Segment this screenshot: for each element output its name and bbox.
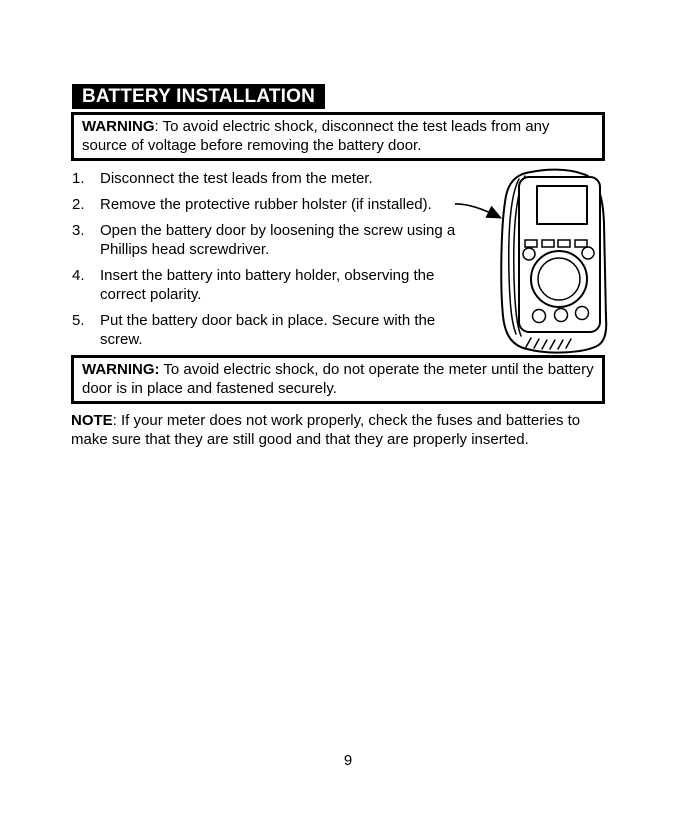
meter-body	[519, 177, 600, 332]
note-label: NOTE	[71, 412, 113, 429]
callout-arrow-icon	[454, 199, 512, 227]
step-text: Put the battery door back in place. Secure with the screw.	[100, 312, 436, 348]
warning-box-top	[71, 112, 605, 161]
step-text: Remove the protective rubber holster (if installed).	[100, 196, 432, 213]
holster-hatching	[526, 338, 571, 349]
step-text: Open the battery door by loosening the screw using a Phillips head screwdriver.	[100, 222, 456, 258]
note-paragraph	[71, 411, 605, 449]
step-text: Disconnect the test leads from the meter.	[100, 170, 373, 187]
page-number: 9	[343, 752, 353, 769]
step-number: 5.	[72, 312, 85, 329]
warning-top-text: : To avoid electric shock, disconnect the test leads from any source of voltage before removing the battery door.	[82, 118, 550, 154]
step-number: 3.	[72, 222, 85, 239]
note-text: : If your meter does not work properly, check the fuses and batteries to make sure that they are still good and that they are properly inserted.	[71, 412, 581, 448]
warning-top-label: WARNING	[82, 118, 155, 135]
section-title: BATTERY INSTALLATION	[72, 84, 325, 109]
step-number: 4.	[72, 267, 85, 284]
step-text: Insert the battery into battery holder, observing the correct polarity.	[100, 267, 435, 303]
list-item	[72, 266, 482, 304]
list-item	[72, 311, 482, 349]
warning-bottom-text: To avoid electric shock, do not operate the meter until the battery door is in place and fastened securely.	[82, 361, 594, 397]
instruction-list	[72, 169, 482, 356]
list-item	[72, 221, 482, 259]
step-number: 1.	[72, 170, 85, 187]
list-item	[72, 195, 482, 214]
step-number: 2.	[72, 196, 85, 213]
list-item	[72, 169, 482, 188]
multimeter-illustration	[497, 166, 615, 356]
warning-bottom-label: WARNING:	[82, 361, 160, 378]
warning-box-bottom	[71, 355, 605, 404]
